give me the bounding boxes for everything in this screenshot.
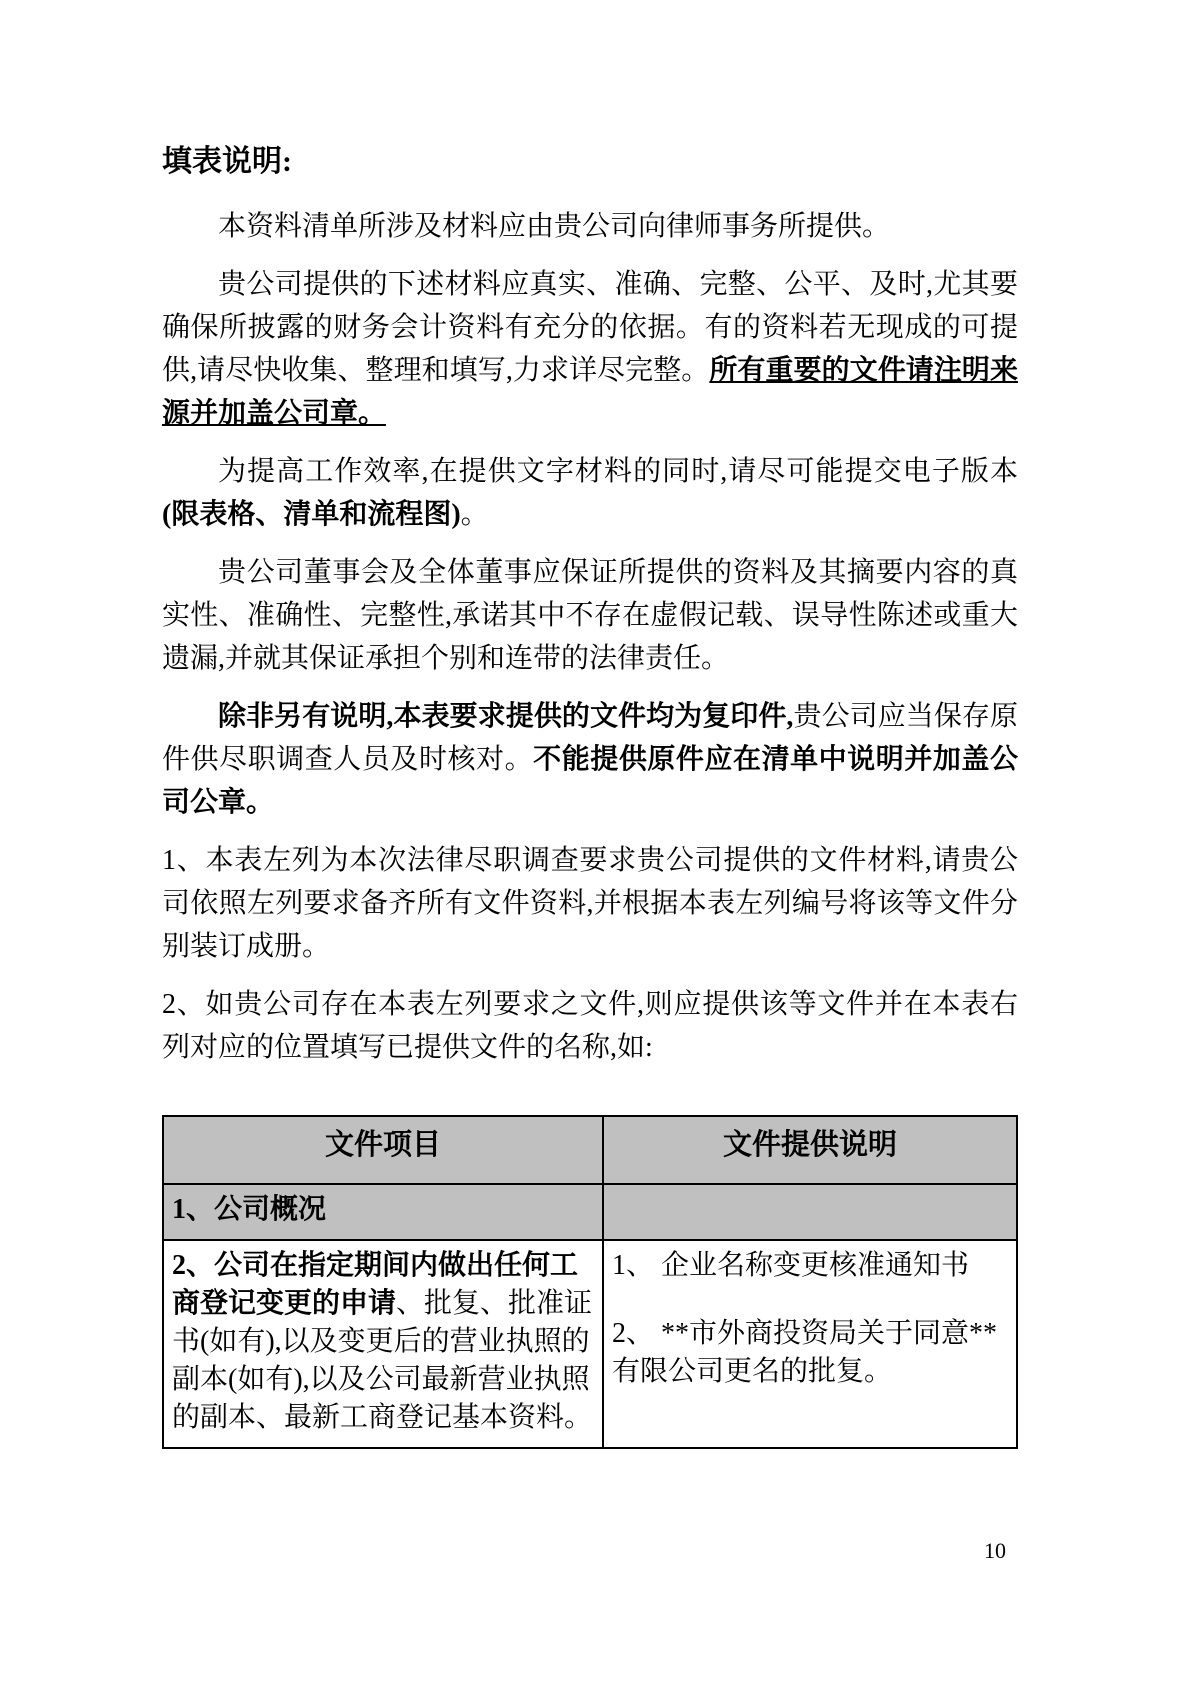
page-number: 10 xyxy=(984,1538,1006,1563)
table-cell-text: 1、公司概况 xyxy=(172,1194,327,1225)
note-text: 1、本表左列为本次法律尽职调查要求贵公司提供的文件材料,请贵公司依照左列要求备齐所有文件资料,并根据本表左列编号将该等文件分别装订成册。 xyxy=(162,845,1018,962)
table-row-company-overview xyxy=(163,1184,1017,1240)
paragraph-bold-text: 不能提供原件应在清单中说明并加盖公司公章。 xyxy=(162,744,1018,818)
paragraph-text: 贵公司董事会及全体董事应保证所提供的资料及其摘要内容的真实性、准确性、完整性,承诺其中不存在虚假记载、误导性陈述或重大遗漏,并就其保证承担个别和连带的法律责任。 xyxy=(162,557,1018,674)
note-text: 2、如贵公司存在本表左列要求之文件,则应提供该等文件并在本表右列对应的位置填写已提供文件的名称,如: xyxy=(162,989,1018,1063)
paragraph-board-guarantee xyxy=(162,551,1018,680)
note-item-2 xyxy=(162,983,1018,1069)
paragraph-text: 贵公司提供的下述材料应真实、准确、完整、公平、及时,尤其要确保所披露的财务会计资料有充分的依据。有的资料若无现成的可提供,请尽快收集、整理和填写,力求详尽完整。 xyxy=(162,269,1018,386)
table-cell-item xyxy=(163,1184,603,1240)
table-header-file-description: 文件提供说明 xyxy=(603,1116,1017,1184)
paragraph-bold-underline-text: 所有重要的文件请注明来源并加盖公司章。 xyxy=(162,355,1018,429)
page-title: 填表说明: xyxy=(162,145,292,178)
document-content xyxy=(162,143,1018,1449)
table-header-row xyxy=(163,1116,1017,1184)
note-item-1 xyxy=(162,839,1018,968)
paragraph-bold-text: (限表格、清单和流程图) xyxy=(162,499,461,530)
paragraph-copies-requirement xyxy=(162,695,1018,824)
table-row-registration-changes xyxy=(163,1240,1017,1448)
table-cell-bold-text: 2、公司在指定期间内做出任何工商登记变更的申请 xyxy=(172,1250,579,1319)
paragraph-text: 。 xyxy=(460,499,489,530)
note-line-2: 2、 **市外商投资局关于同意**有限公司更名的批复。 xyxy=(612,1318,998,1387)
table-cell-note-empty xyxy=(603,1184,1017,1240)
paragraph-accuracy-requirement xyxy=(162,263,1018,435)
paragraph-materials-source xyxy=(162,205,1018,248)
paragraph-electronic-version xyxy=(162,450,1018,536)
table-cell-text: 、批复、批准证书(如有),以及变更后的营业执照的副本(如有),以及公司最新营业执照的副本、最新工商登记基本资料。 xyxy=(172,1288,593,1433)
paragraph-bold-text: 除非另有说明,本表要求提供的文件均为复印件, xyxy=(218,701,794,732)
table-cell-item xyxy=(163,1240,603,1448)
paragraph-text: 本资料清单所涉及材料应由贵公司向律师事务所提供。 xyxy=(218,211,891,242)
document-items-table xyxy=(162,1115,1018,1449)
paragraph-text: 为提高工作效率,在提供文字材料的同时,请尽可能提交电子版本 xyxy=(218,456,1018,487)
table-cell-note xyxy=(603,1240,1017,1448)
note-line-1: 1、 企业名称变更核准通知书 xyxy=(612,1250,970,1281)
paragraph-text: 贵公司应当保存原件供尽职调查人员及时核对。 xyxy=(162,701,1018,775)
table-header-file-item: 文件项目 xyxy=(163,1116,603,1184)
